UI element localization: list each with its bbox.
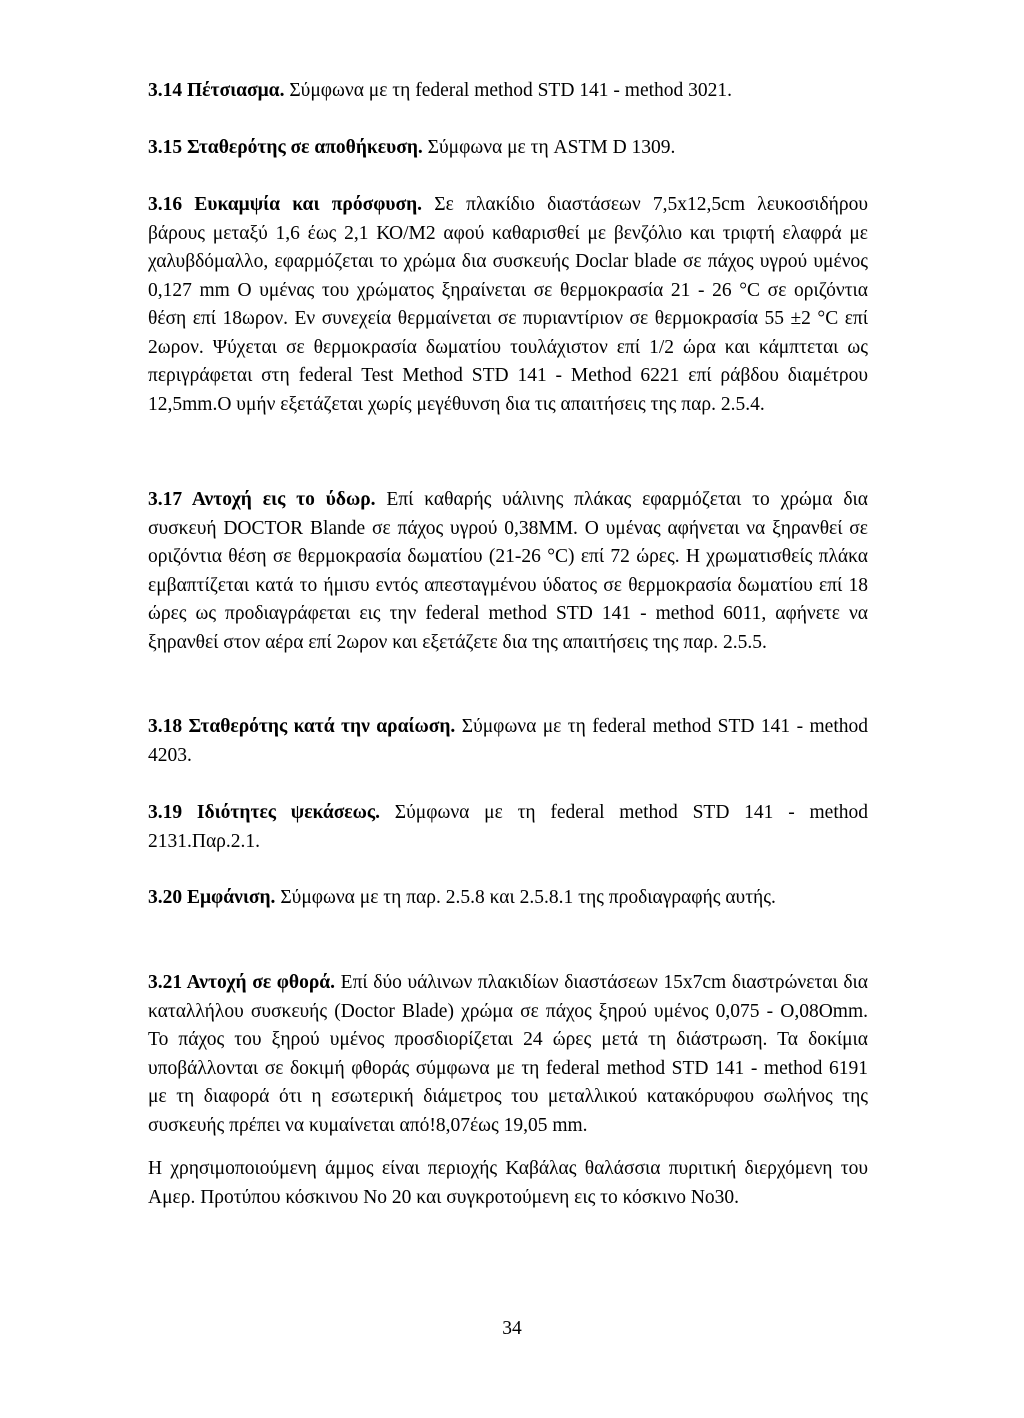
section-body: Σύμφωνα με τη federal method STD 141 - method 3021. xyxy=(284,80,733,101)
section-3-15 xyxy=(148,134,868,163)
section-3-16 xyxy=(148,191,868,419)
section-3-21 xyxy=(148,969,868,1140)
section-body: Σύμφωνα με τη ASTM D 1309. xyxy=(422,137,676,158)
section-heading: 3.20 Εμφάνιση. xyxy=(148,887,276,908)
section-3-19 xyxy=(148,799,868,856)
section-body: Επί καθαρής υάλινης πλάκας εφαρμόζεται το χρώμα δια συσκευή DOCTOR Blande σε πάχος υγρού 0,38ΜΜ. Ο υμένας αφήνεται να ξηρανθεί σε οριζόντια θέση σε θερμοκρασία δωματίου (21-26 °C) επί 72 ώρες. Η χρωματισθείς πλάκα εμβαπτίζεται κατά το ήμισυ εντός απεσταγμένου ύδατος σε θερμοκρασία δωματίου επί 18 ώρες ως προδιαγράφεται εις την federal method STD 141 - method 6011, αφήνετε να ξηρανθεί στον αέρα επί 2ωρον και εξετάζετε δια της απαιτήσεις της παρ. 2.5.5. xyxy=(148,489,868,653)
section-body: Σύμφωνα με τη federal method STD 141 - method 2131.Παρ.2.1. xyxy=(148,802,868,852)
section-3-18 xyxy=(148,713,868,770)
section-body: Επί δύο υάλινων πλακιδίων διαστάσεων 15x7cm διαστρώνεται δια καταλλήλου συσκευής (Doctor Blade) χρώμα σε πάχος ξηρού υμένος 0,075 - Ο,08Omm. Το πάχος του ξηρού υμένος προσδιορίζεται 24 ώρες μετά τη διάστρωση. Τα δοκίμια υποβάλλονται σε δοκιμή φθοράς σύμφωνα με τη federal method STD 141 - method 6191 με τη διαφορά ότι η εσωτερική διάμετρος του μεταλλικού κατακόρυφου σωλήνος της συσκευής πρέπει να κυμαίνεται από!8,07έως 19,05 mm. xyxy=(148,972,868,1136)
section-heading: 3.16 Ευκαμψία και πρόσφυση. xyxy=(148,194,423,215)
sand-paragraph: Η χρησιμοποιούμενη άμμος είναι περιοχής Καβάλας θαλάσσια πυριτική διερχόμενη του Αμερ. Προτύπου κόσκινου Νο 20 και συγκροτούμενη εις το κόσκινο Νο30. xyxy=(148,1158,868,1208)
section-heading: 3.14 Πέτσιασμα. xyxy=(148,80,285,101)
section-heading: 3.19 Ιδιότητες ψεκάσεως. xyxy=(148,802,380,823)
section-heading: 3.15 Σταθερότης σε αποθήκευση. xyxy=(148,137,423,158)
page-number: 34 xyxy=(502,1318,522,1339)
section-body: Σύμφωνα με τη federal method STD 141 - method 4203. xyxy=(148,716,868,766)
section-3-17 xyxy=(148,486,868,657)
section-3-14 xyxy=(148,77,868,106)
section-3-20 xyxy=(148,884,868,913)
section-body: Σύμφωνα με τη παρ. 2.5.8 και 2.5.8.1 της προδιαγραφής αυτής. xyxy=(275,887,776,908)
section-heading: 3.18 Σταθερότης κατά την αραίωση. xyxy=(148,716,456,737)
section-heading: 3.21 Αντοχή σε φθορά. xyxy=(148,972,336,993)
section-heading: 3.17 Αντοχή εις το ύδωρ. xyxy=(148,489,376,510)
section-body: Σε πλακίδιο διαστάσεων 7,5x12,5cm λευκοσιδήρου βάρους μεταξύ 1,6 έως 2,1 ΚΟ/Μ2 αφού καθαρισθεί με βενζόλιο και τριφτή ελαφρά με χαλυβδόμαλλο, εφαρμόζεται το χρώμα δια συσκευής Doclar blade σε πάχος υγρού υμένος 0,127 mm Ο υμένας του χρώματος ξηραίνεται σε θερμοκρασία 21 - 26 °C σε οριζόντια θέση επί 18ωρον. Εν συνεχεία θερμαίνεται σε πυριαντίριον σε θερμοκρασία 55 ±2 °C επί 2ωρον. Ψύχεται σε θερμοκρασία δωματίου τουλάχιστον επί 1/2 ώρα και κάμπτεται ως περιγράφεται στη federal Test Method STD 141 - Method 6221 επί ράβδου διαμέτρου 12,5mm.Ο υμήν εξετάζεται χωρίς μεγέθυνση δια τις απαιτήσεις της παρ. 2.5.4. xyxy=(148,194,868,415)
